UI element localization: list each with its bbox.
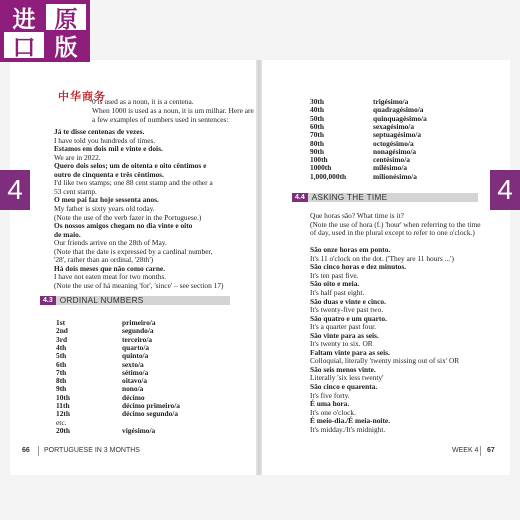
text-line: É meio-dia./É meia-noite. — [310, 416, 391, 426]
logo-char: 进 — [12, 6, 36, 33]
text-line: It's half past eight. — [310, 287, 365, 297]
ordinal-word: milésimo/a — [373, 163, 408, 173]
text-line: Já te disse centenas de vezes. — [54, 127, 145, 136]
logo-char: 口 — [4, 32, 44, 58]
section-number: 4.3 — [40, 296, 56, 305]
text-line: I'd like two stamps; one 88 cent stamp and the other a — [54, 178, 213, 188]
page-number-right: 67 — [487, 447, 495, 454]
text-line: My father is sixty years old today. — [54, 203, 155, 213]
text-line: (Note the use of há meaning 'for', 'since' – see section 17) — [54, 280, 224, 290]
ordinal-word: trigésimo/a — [373, 97, 409, 106]
chapter-tab-right: 4 — [490, 170, 520, 210]
ordinal-number: 10th — [56, 392, 70, 402]
section-number: 4.4 — [292, 193, 308, 202]
ordinal-number: 40th — [310, 105, 324, 115]
section-title: ASKING THE TIME — [308, 193, 478, 202]
ordinal-number: 50th — [310, 113, 324, 123]
text-line: São duas e vinte e cinco. — [310, 296, 386, 306]
ordinal-word: nono/a — [122, 384, 144, 394]
intro-line: When 1000 is used as a noun, it is um milhar. Here are — [92, 106, 254, 115]
import-original-logo — [0, 0, 90, 62]
ordinal-number: 1st — [56, 318, 66, 327]
text-line: Our friends arrive on the 28th of May. — [54, 238, 167, 248]
ordinal-word: sétimo/a — [122, 367, 149, 377]
text-line: São cinco e quarenta. — [310, 382, 378, 391]
ordinal-number: 7th — [56, 367, 67, 377]
ordinal-number: 100th — [310, 155, 328, 165]
logo-char: 原 — [46, 4, 86, 30]
text-line: Que horas são? What time is it? — [310, 211, 404, 220]
text-line: It's 11 o'clock on the dot. ('They are 11 hours ...') — [310, 253, 454, 263]
ordinal-word: centésimo/a — [373, 155, 410, 165]
text-line: Literally 'six less twenty' — [310, 373, 384, 383]
text-line: It's one o'clock. — [310, 407, 356, 417]
ordinal-word: quinquagésimo/a — [373, 113, 427, 123]
text-line: I have not eaten meat for two months. — [54, 272, 167, 282]
ordinal-word: septuagésimo/a — [373, 130, 422, 140]
ordinal-word: quinto/a — [122, 351, 149, 361]
text-line: We are in 2022. — [54, 152, 101, 162]
ordinal-number: 9th — [56, 384, 67, 394]
ordinal-word: sexagésimo/a — [373, 121, 415, 131]
text-line: Há dois meses que não como carne. — [54, 263, 166, 273]
footer-week: WEEK 4 — [452, 447, 479, 454]
ordinal-number: 4th — [56, 342, 67, 352]
ordinal-word: décimo — [122, 392, 145, 402]
text-line: '28', rather than an ordinal, '28th') — [54, 255, 154, 265]
footer-divider — [480, 446, 481, 456]
ordinal-number: 90th — [310, 146, 324, 156]
text-line: It's a quarter past four. — [310, 322, 376, 332]
ordinal-number: 30th — [310, 97, 324, 106]
text-line: São seis menos vinte. — [310, 364, 376, 374]
ordinal-number: 5th — [56, 351, 67, 361]
footer-book-title: PORTUGUESE IN 3 MONTHS — [44, 447, 140, 454]
text-line: outro de cinquenta e três cêntimos. — [54, 169, 164, 179]
ordinal-word: quarto/a — [122, 342, 150, 352]
text-line: Colloquial, literally 'twenty missing out of six' OR — [310, 356, 460, 366]
publisher-seal: 中华商务 — [58, 90, 106, 103]
intro-line: a few examples of numbers used in sentences: — [92, 115, 229, 124]
intro-line: 0 is used as a noun, it is a centena. — [92, 97, 194, 106]
text-line: It's twenty to six. OR — [310, 339, 373, 349]
ordinal-number: 80th — [310, 138, 324, 148]
ordinal-word: milionésimo/a — [373, 171, 417, 181]
text-line: É uma hora. — [310, 399, 350, 409]
ordinal-number: 1000th — [310, 163, 332, 173]
ordinal-number: 8th — [56, 376, 67, 386]
ordinal-word: octogésimo/a — [373, 138, 414, 148]
ordinal-number: 60th — [310, 121, 324, 131]
ordinal-word: décimo primeiro/a — [122, 401, 180, 410]
text-line: of day, used in the plural except to refer to one o'clock.) — [310, 228, 475, 238]
text-line: (Note the use of hora (f.) 'hour' when referring to the time — [310, 219, 481, 229]
text-line: São cinco horas e dez minutos. — [310, 262, 407, 272]
ordinal-number: 11th — [56, 401, 70, 410]
text-line: Faltam vinte para as seis. — [310, 347, 390, 357]
ordinal-number: 2nd — [56, 326, 68, 336]
text-line: It's five forty. — [310, 390, 350, 400]
ordinal-word: quadragésimo/a — [373, 105, 424, 115]
ordinal-word: primeiro/a — [122, 318, 156, 327]
footer-divider — [38, 446, 39, 456]
text-line: Quero dois selos; um de oitenta e oito cêntimos e — [54, 161, 207, 171]
ordinal-word: vigésimo/a — [122, 425, 156, 435]
text-line: de maio. — [54, 229, 81, 239]
ordinal-word: terceiro/a — [122, 334, 153, 344]
ordinal-number: etc. — [56, 417, 67, 427]
text-line: São onze horas em ponto. — [310, 245, 391, 255]
text-line: (Note the use of the verb fazer in the Portuguese.) — [54, 212, 202, 222]
ordinal-number: 20th — [56, 425, 70, 435]
section-title: ORDINAL NUMBERS — [56, 296, 230, 305]
text-line: I have told you hundreds of times. — [54, 135, 156, 145]
page-number-left: 66 — [22, 447, 30, 454]
chapter-tab-left: 4 — [0, 170, 30, 210]
ordinal-number: 3rd — [56, 334, 68, 344]
text-line: Os nossos amigos chegam no dia vinte e oito — [54, 221, 193, 231]
ordinal-word: décimo segundo/a — [122, 409, 179, 419]
ordinal-number: 70th — [310, 130, 324, 140]
text-line: São oito e meia. — [310, 279, 360, 289]
text-line: It's midday./It's midnight. — [310, 424, 386, 434]
logo-char: 版 — [54, 34, 78, 61]
text-line: São quatro e um quarto. — [310, 313, 387, 323]
text-line: It's twenty-five past two. — [310, 305, 384, 315]
ordinal-word: segundo/a — [122, 326, 154, 336]
ordinal-number: 12th — [56, 409, 70, 419]
ordinal-number: 6th — [56, 359, 67, 369]
section-heading-time — [292, 193, 478, 202]
ordinal-word: nonagésimo/a — [373, 146, 417, 156]
text-line: 53 cent stamp. — [54, 186, 97, 196]
text-line: O meu pai faz hoje sessenta anos. — [54, 195, 159, 205]
section-heading-ordinal — [40, 296, 230, 305]
ordinal-number: 1,000,000th — [310, 171, 347, 181]
text-line: (Note that the date is expressed by a cardinal number, — [54, 246, 213, 256]
ordinal-word: oitavo/a — [122, 376, 148, 386]
text-line: São vinte para as seis. — [310, 330, 379, 340]
text-line: Estamos em dois mil e vinte e dois. — [54, 144, 163, 154]
ordinal-word: sexto/a — [122, 359, 144, 369]
text-line: It's ten past five. — [310, 270, 359, 280]
